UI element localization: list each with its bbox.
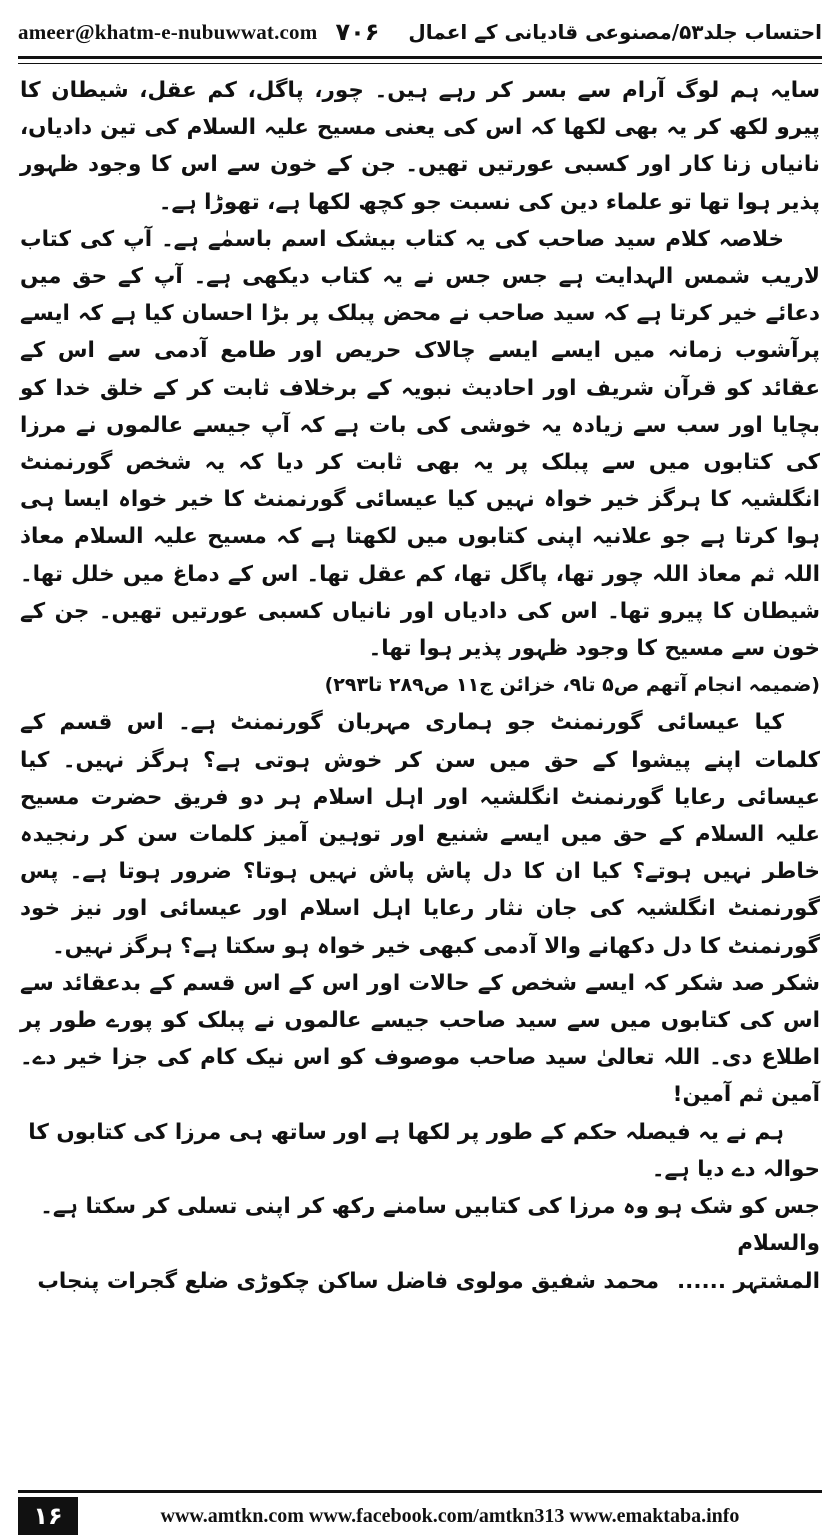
paragraph-6: جس کو شک ہو وہ مرزا کی کتابیں سامنے رکھ کر اپنی تسلی کر سکتا ہے۔ والسلام	[40, 1194, 820, 1257]
page-header	[18, 10, 822, 54]
body-text	[20, 72, 820, 1300]
running-title: احتساب جلد۵۳/مصنوعی قادیانی کے اعمال	[408, 20, 822, 44]
header-divider-thick	[18, 56, 822, 59]
signature-label: المشتہر ......	[677, 1268, 820, 1294]
reference-citation: (ضمیمہ انجام آتھم ص۵ تا۹، خزائن ج۱۱ ص۲۸۹ تا۲۹۳)	[324, 674, 820, 697]
footer-page-number: ۱۶	[18, 1497, 78, 1535]
header-left-group	[18, 18, 379, 46]
footer-divider	[18, 1490, 822, 1493]
signature-name: محمد شفیق مولوی فاضل ساکن چکوڑی ضلع گجرات پنجاب	[37, 1268, 660, 1294]
page-footer	[18, 1497, 822, 1535]
paragraph-3: کیا عیسائی گورنمنٹ جو ہماری مہربان گورنمنٹ ہے۔ اس قسم کے کلمات اپنے پیشوا کے حق میں سن کر خوش ہوتی ہے؟ ہرگز نہیں۔ کیا عیسائی رعایا گورنمنٹ انگلشیہ اور اہل اسلام ہر دو فریق حضرت مسیح علیہ السلام کے حق میں ایسے شنیع اور توہین آمیز کلمات سن کر رنجیدہ خاطر نہیں ہوتے؟ کیا ان کا دل پاش پاش نہیں ہوتا؟ ضرور ہوتا ہے۔ پس گورنمنٹ انگلشیہ کی جان نثار رعایا اہل اسلام اور عیسائی اور نیز خود گورنمنٹ کا دل دکھانے والا آدمی کبھی خیر خواہ ہو سکتا ہے؟ ہرگز نہیں۔	[20, 710, 820, 959]
paragraph-2: خلاصہ کلام سید صاحب کی یہ کتاب بیشک اسم باسمٰے ہے۔ آپ کی کتاب لاریب شمس الہدایت ہے جس جس نے یہ کتاب دیکھی ہے۔ آپ کے حق میں دعائے خیر کرتا ہے کہ سید صاحب نے محض پبلک پر بڑا احسان کیا ہے کہ ایسے پرآشوب زمانہ میں ایسے ایسے چالاک حریص اور طامع آدمی سے اس کے عقائد کو قرآن شریف اور احادیث نبویہ کے برخلاف ثابت کر کے خلق خدا کو بچایا اور سب سے زیادہ یہ خوشی کی بات ہے کہ آپ جیسے عالموں نے مرزا کی کتابوں میں سے پبلک پر یہ بھی ثابت کر دیا کہ یہ شخص گورنمنٹ انگلشیہ کا ہرگز خیر خواہ نہیں کیا عیسائی گورنمنٹ کا خیر خواہ ایسا ہی ہوا کرتا ہے جو علانیہ اپنی کتابوں میں لکھتا ہے کہ مسیح علیہ السلام معاذ اللہ ثم معاذ اللہ چور تھا، پاگل تھا، کم عقل تھا۔ اس کے دماغ میں خلل تھا۔ شیطان کا پیرو تھا۔ اس کی دادیاں اور نانیاں کسبی عورتیں تھیں۔ جن کے خون سے مسیح کا وجود ظہور پذیر ہوا تھا۔	[20, 226, 820, 662]
header-divider-thin	[18, 63, 822, 64]
paragraph-5: ہم نے یہ فیصلہ حکم کے طور پر لکھا ہے اور ساتھ ہی مرزا کی کتابوں کا حوالہ دے دیا ہے۔	[28, 1119, 820, 1182]
header-page-number: ۷۰۶	[335, 18, 380, 46]
paragraph-4: شکر صد شکر کہ ایسے شخص کے حالات اور اس کے اس قسم کے بدعقائد سے اس کی کتابوں میں سے سید صاحب جیسے عالموں نے پبلک کو پورے طور پر اطلاع دی۔ اللہ تعالیٰ سید صاحب موصوف کو اس نیک کام کی جزا خیر دے۔ آمین ثم آمین!	[20, 970, 820, 1108]
signature-line	[20, 1263, 820, 1300]
footer-links: www.amtkn.com www.facebook.com/amtkn313 www.emaktaba.info	[160, 1504, 740, 1527]
header-email: ameer@khatm-e-nubuwwat.com	[18, 19, 318, 44]
paragraph-1: سایہ ہم لوگ آرام سے بسر کر رہے ہیں۔ چور، پاگل، کم عقل، شیطان کا پیرو لکھ کر یہ بھی لکھا کہ اس کی یعنی مسیح علیہ السلام کی تین دادیاں، نانیاں زنا کار اور کسبی عورتیں تھیں۔ جن کے خون سے اس کا وجود ظہور پذیر ہوا تھا تو علماء دین کی نسبت جو کچھ لکھا ہے، تھوڑا ہے۔	[20, 78, 820, 215]
